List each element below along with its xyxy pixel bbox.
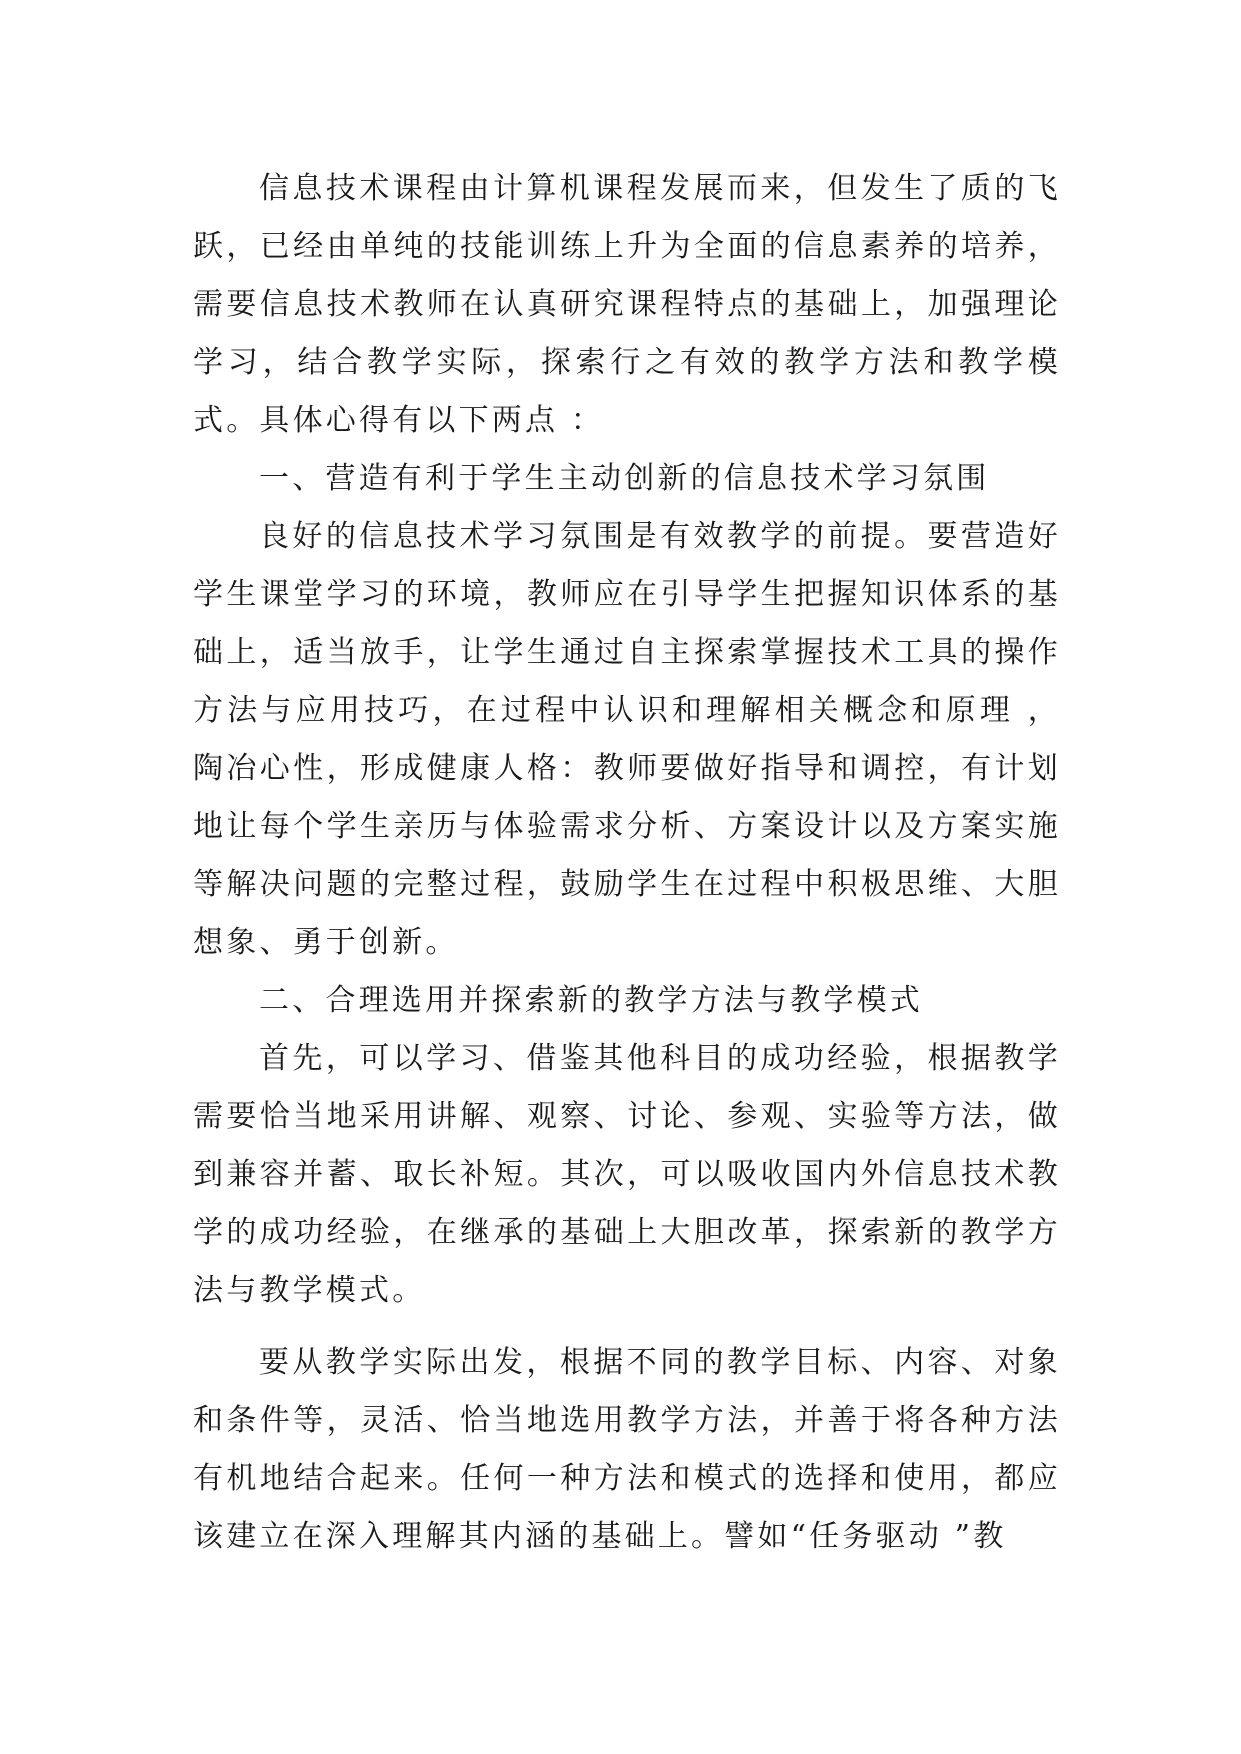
paragraph-section-2-b: 要从教学实际出发，根据不同的教学目标、内容、对象和条件等，灵活、恰当地选用教学方法，并善于将各种方法有机地结合起来。任何一种方法和模式的选择和使用，都应该建立在深入理解其内涵的基础上。譬如“任务驱动 ”教: [193, 1345, 1061, 1554]
paragraph-section-2-a: 首先，可以学习、借鉴其他科目的成功经验，根据教学需要恰当地采用讲解、观察、讨论、参观、实验等方法，做到兼容并蓄、取长补短。其次，可以吸收国内外信息技术教学的成功经验，在继承的基础上大胆改革，探索新的教学方法与教学模式。: [193, 1041, 1061, 1308]
document-body: [193, 160, 1061, 1566]
section-heading-2: 二、合理选用并探索新的教学方法与教学模式: [259, 983, 923, 1018]
paragraph-section-1: 良好的信息技术学习氛围是有效教学的前提。要营造好学生课堂学习的环境，教师应在引导学生把握知识体系的基础上，适当放手，让学生通过自主探索掌握技术工具的操作方法与应用技巧，在过程中认识和理解相关概念和原理 ，陶冶心性，形成健康人格：教师要做好指导和调控，有计划地让每个学生亲历与体验需求分析、方案设计以及方案实施等解决问题的完整过程，鼓励学生在过程中积极思维、大胆想象、勇于创新。: [193, 519, 1061, 960]
paragraph-intro: 信息技术课程由计算机课程发展而来，但发生了质的飞跃，已经由单纯的技能训练上升为全面的信息素养的培养，需要信息技术教师在认真研究课程特点的基础上，加强理论学习，结合教学实际，探索行之有效的教学方法和教学模式。具体心得有以下两点 ：: [193, 171, 1061, 438]
section-heading-1: 一、营造有利于学生主动创新的信息技术学习氛围: [259, 461, 990, 496]
